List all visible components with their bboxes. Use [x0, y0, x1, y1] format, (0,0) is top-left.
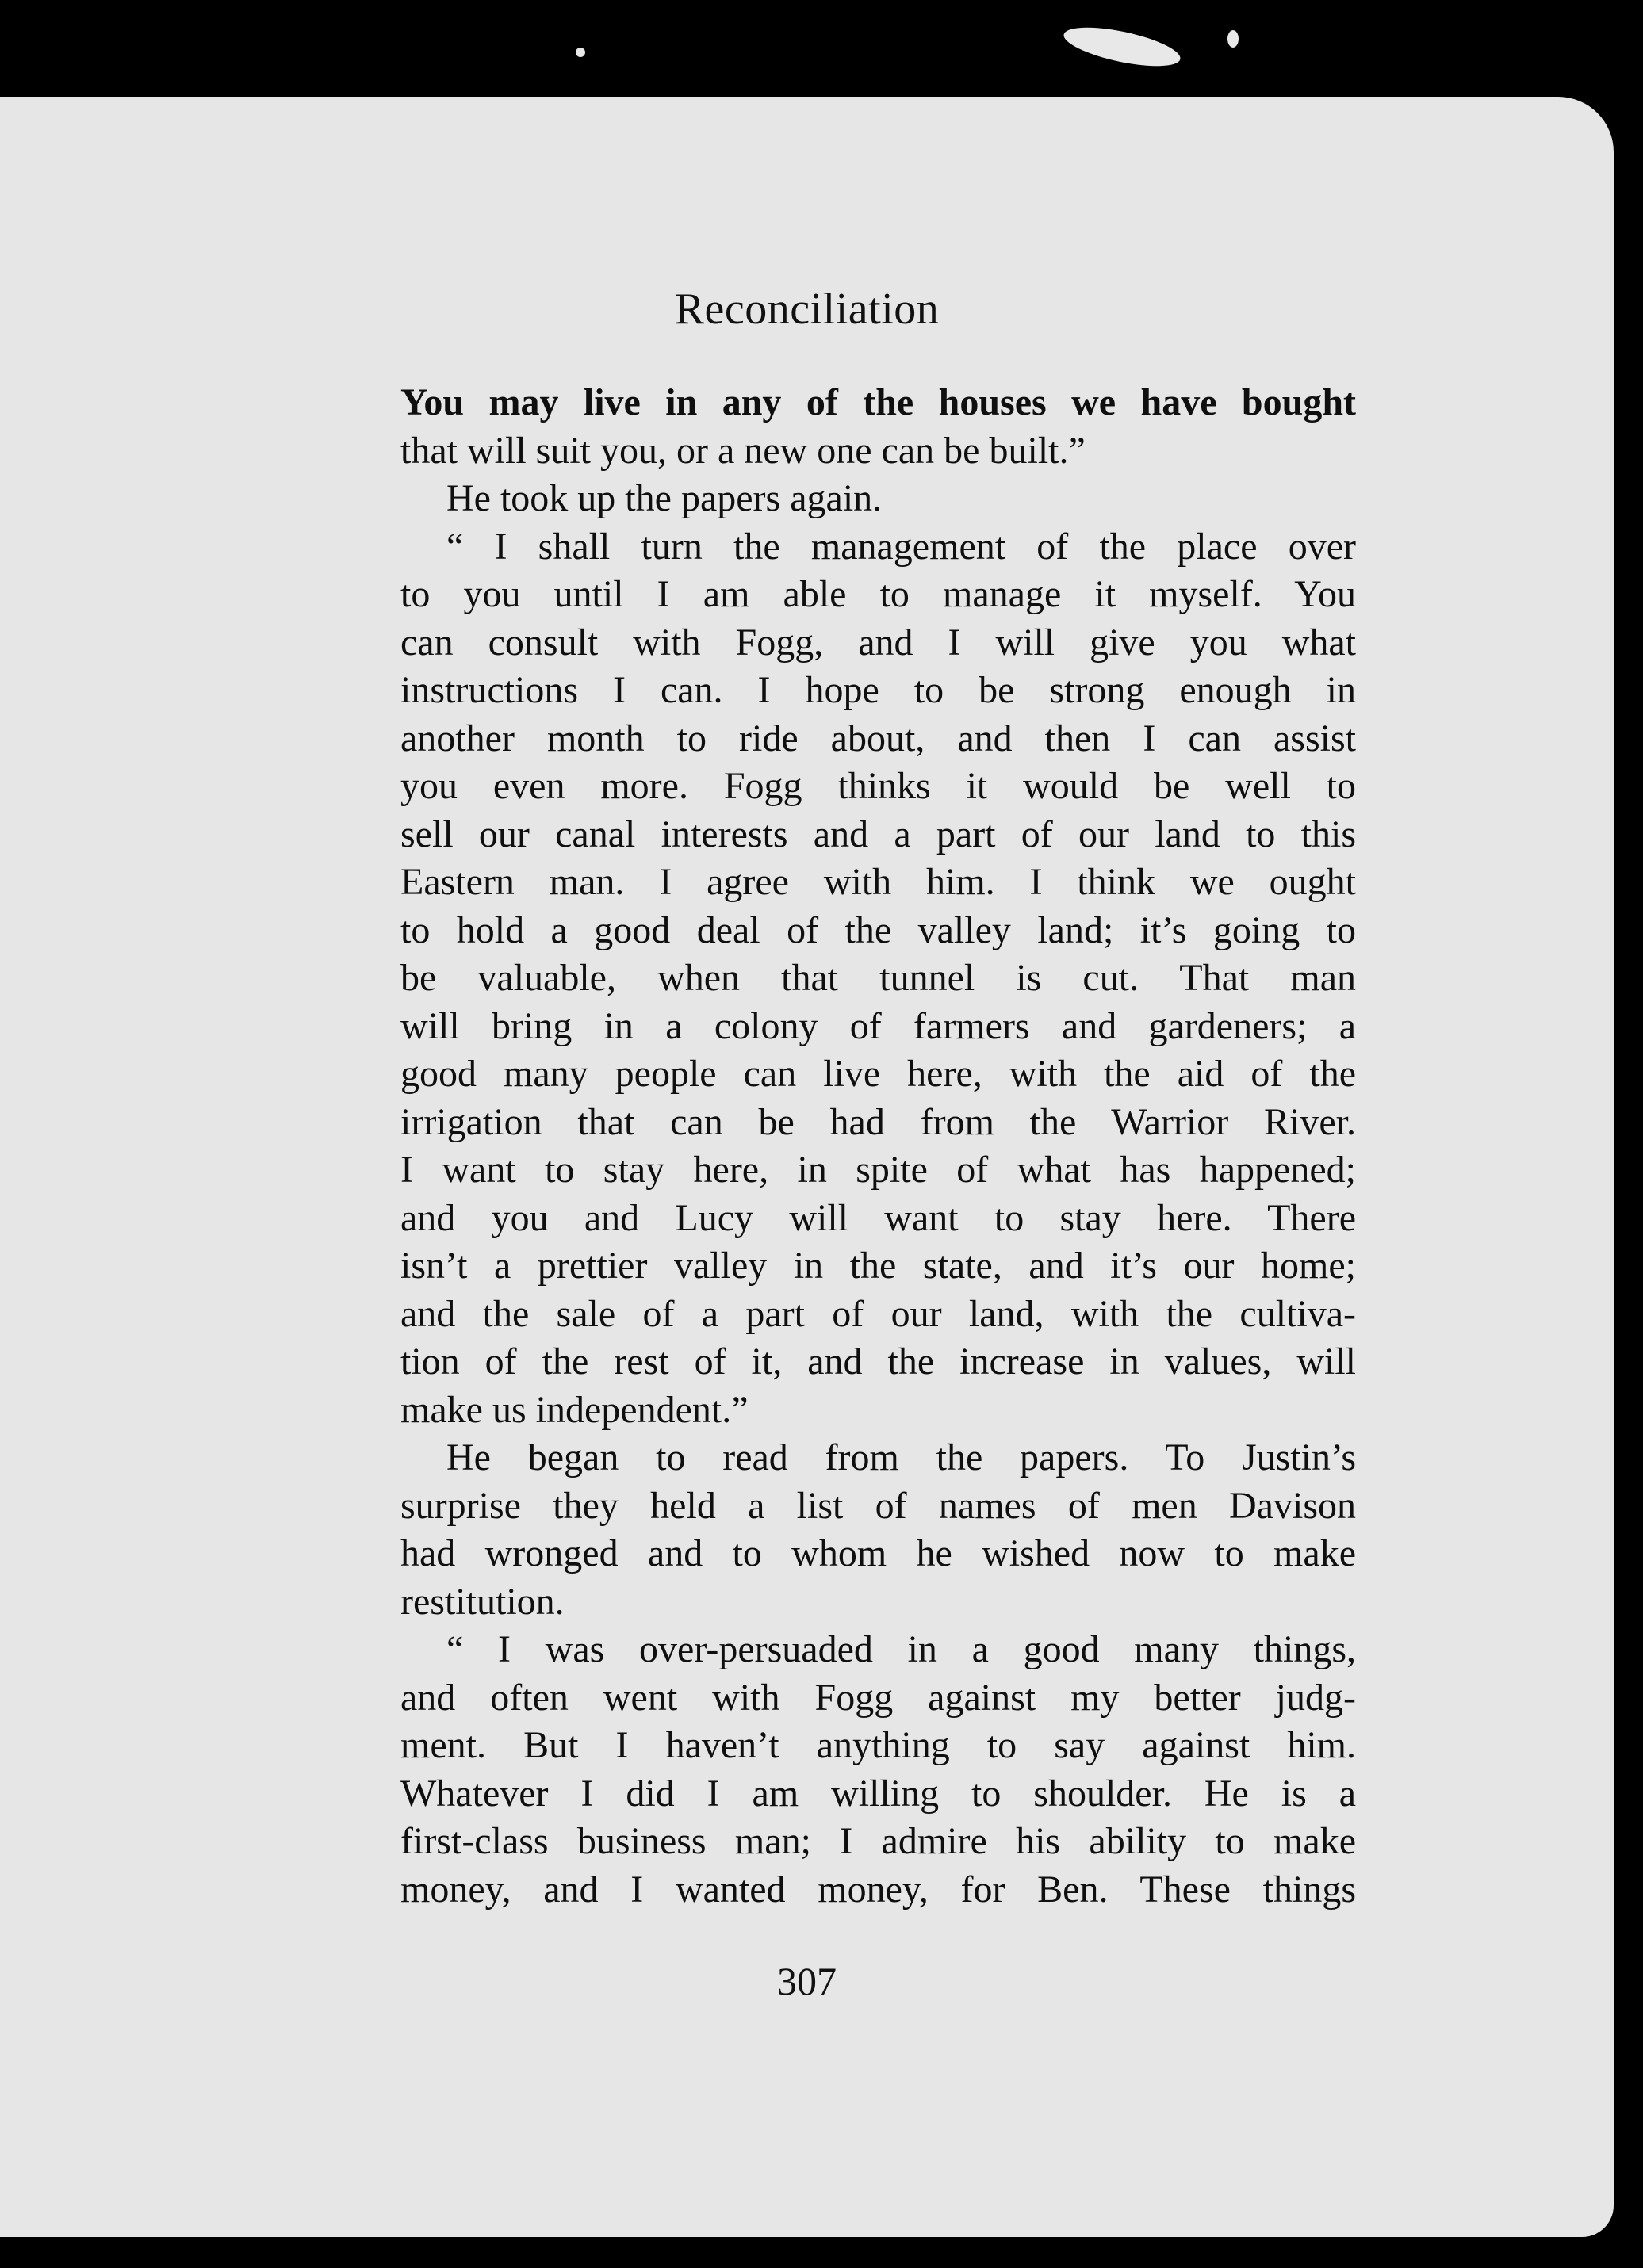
text-line: Whatever I did I am willing to shoulder. He is a: [400, 1772, 1356, 1815]
text-line: restitution.: [400, 1580, 565, 1623]
text-line: be valuable, when that tunnel is cut. That man: [400, 957, 1356, 999]
text-line: You may live in any of the houses we have bought: [400, 381, 1356, 423]
text-line: instructions I can. I hope to be strong enough in: [400, 669, 1356, 711]
body-text: [400, 379, 1356, 1914]
text-line: you even more. Fogg thinks it would be well to: [400, 765, 1356, 807]
scan-speck: [1061, 20, 1184, 74]
text-line: tion of the rest of it, and the increase in values, will: [400, 1341, 1356, 1383]
text-line: first-class business man; I admire his ability to make: [400, 1820, 1356, 1862]
text-line: and often went with Fogg against my better judg-: [400, 1676, 1356, 1719]
text-line: I want to stay here, in spite of what has happened;: [400, 1149, 1356, 1191]
text-line: can consult with Fogg, and I will give you what: [400, 621, 1356, 664]
text-line: money, and I wanted money, for Ben. These things: [400, 1868, 1356, 1910]
text-line: “ I shall turn the management of the place over: [446, 525, 1356, 568]
text-line: “ I was over-persuaded in a good many things,: [446, 1628, 1356, 1670]
text-line: He took up the papers again.: [446, 477, 883, 519]
text-line: and you and Lucy will want to stay here. There: [400, 1196, 1356, 1239]
text-line: and the sale of a part of our land, with the cultiva-: [400, 1292, 1356, 1335]
scan-speck: [1227, 30, 1239, 48]
text-line: will bring in a colony of farmers and gardeners; a: [400, 1004, 1356, 1047]
text-line: had wronged and to whom he wished now to make: [400, 1532, 1356, 1574]
text-line: sell our canal interests and a part of our land to this: [400, 813, 1356, 855]
text-line: surprise they held a list of names of men Davison: [400, 1484, 1356, 1527]
running-head: Reconciliation: [674, 285, 940, 334]
text-line: to you until I am able to manage it myself. You: [400, 573, 1356, 615]
text-line: ment. But I haven’t anything to say against him.: [400, 1724, 1356, 1766]
text-line: make us independent.”: [400, 1388, 749, 1431]
text-line: Eastern man. I agree with him. I think we ought: [400, 861, 1356, 903]
text-line: another month to ride about, and then I can assist: [400, 717, 1356, 759]
text-line: irrigation that can be had from the Warrior River.: [400, 1100, 1356, 1143]
page-number: 307: [777, 1959, 837, 2003]
text-line: that will suit you, or a new one can be built.”: [400, 429, 1086, 472]
scan-speck: [576, 48, 585, 57]
text-line: He began to read from the papers. To Justin’s: [446, 1436, 1356, 1478]
text-line: good many people can live here, with the aid of the: [400, 1053, 1356, 1095]
text-line: isn’t a prettier valley in the state, and it’s our home;: [400, 1245, 1356, 1287]
text-line: to hold a good deal of the valley land; it’s going to: [400, 908, 1356, 951]
